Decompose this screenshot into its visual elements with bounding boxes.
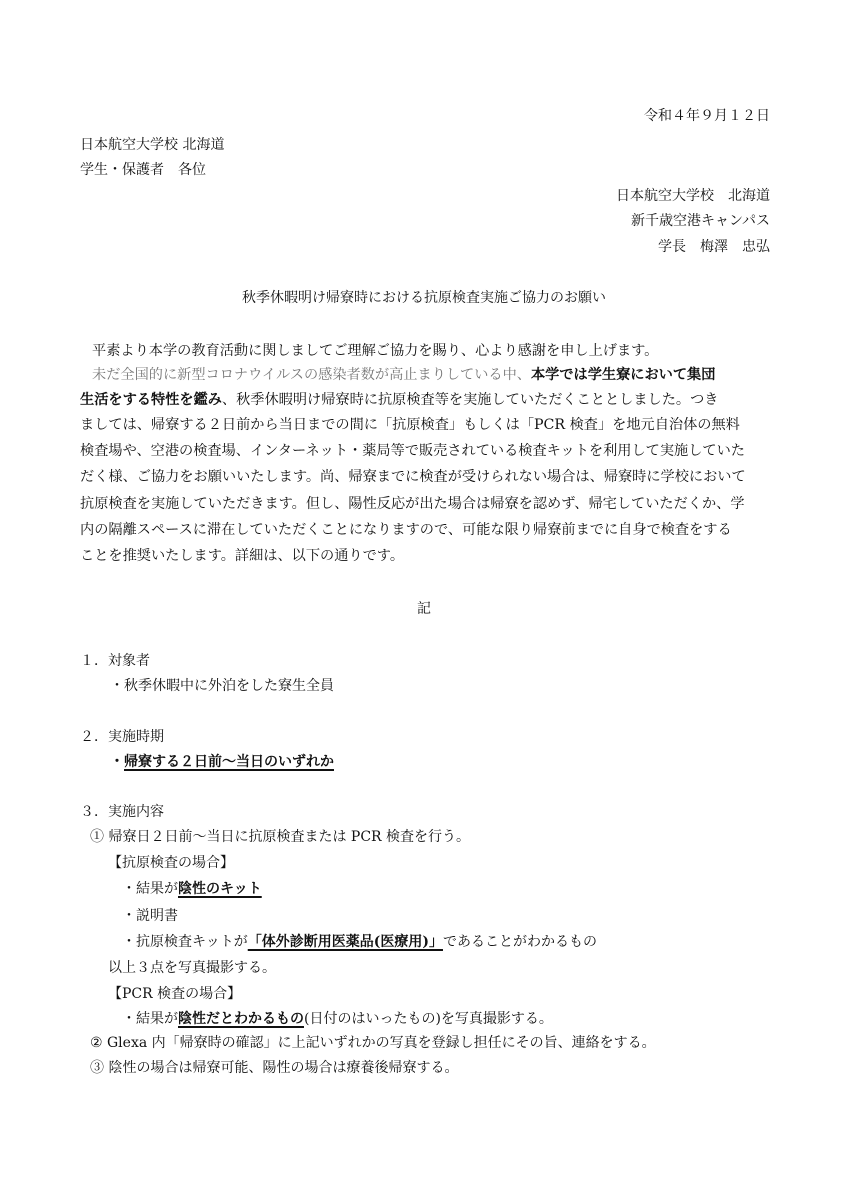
body-line-2 — [80, 389, 718, 409]
step-1: ① 帰寮日２日前～当日に抗原検査または PCR 検査を行う。 — [90, 829, 471, 845]
section-2-period: 帰寮する２日前～当日のいずれか — [124, 754, 334, 770]
section-3-heading: ３．実施内容 — [80, 804, 164, 820]
antigen-item-result-label: ・結果が — [122, 881, 178, 897]
pcr-heading: 【PCR 検査の場合】 — [108, 986, 242, 1002]
section-1-heading: １．対象者 — [80, 653, 150, 669]
pcr-item-result-negative: 陰性だとわかるもの — [178, 1011, 304, 1027]
body-line-2-rest: 、秋季休暇明け帰寮時に抗原検査等を実施していただくこととしました。つき — [221, 392, 719, 408]
recipient-school: 日本航空大学校 北海道 — [80, 137, 225, 153]
antigen-item-kit — [122, 931, 597, 951]
antigen-item-kit-label: ・抗原検査キットが — [122, 934, 248, 950]
pcr-item-result-suffix: (日付のはいったもの)を写真撮影する。 — [304, 1011, 553, 1027]
ki-heading: 記 — [417, 601, 431, 617]
section-2-bullet: ・ — [110, 754, 124, 770]
body-line-2-bold: 生活をする特性を鑑み — [80, 392, 222, 408]
antigen-item-kit-type: 「体外診断用医薬品(医療用)」 — [247, 934, 443, 950]
sender-campus: 新千歳空港キャンパス — [630, 213, 770, 229]
body-line-8: ことを推奨いたします。詳細は、以下の通りです。 — [80, 548, 405, 564]
pcr-item-result-label: ・結果が — [122, 1011, 178, 1027]
section-2-heading: ２．実施時期 — [80, 729, 164, 745]
body-line-5: だく様、ご協力をお願いいたします。尚、帰寮までに検査が受けられない場合は、帰寮時に学校において — [80, 469, 746, 485]
antigen-item-result — [122, 878, 262, 898]
step-3: ③ 陰性の場合は帰寮可能、陽性の場合は療養後帰寮する。 — [90, 1060, 459, 1076]
body-line-1 — [92, 364, 715, 384]
antigen-heading: 【抗原検査の場合】 — [108, 855, 234, 871]
pcr-item-result — [122, 1008, 553, 1028]
antigen-summary: 以上３点を写真撮影する。 — [108, 960, 276, 976]
body-line-3: ましては、帰寮する２日前から当日までの間に「抗原検査」もしくは「PCR 検査」を地元自治体の無料 — [80, 417, 740, 433]
document-date: 令和４年９月１２日 — [644, 108, 770, 124]
document-title: 秋季休暇明け帰寮時における抗原検査実施ご協力のお願い — [242, 290, 606, 306]
step-2: ② Glexa 内「帰寮時の確認」に上記いずれかの写真を登録し担任にその旨、連絡をする。 — [90, 1035, 656, 1051]
greeting-paragraph: 平素より本学の教育活動に関しましてご理解ご協力を賜り、心より感謝を申し上げます。 — [92, 343, 659, 359]
sender-president: 学長 梅澤 忠弘 — [658, 239, 770, 255]
body-line-7: 内の隔離スペースに滞在していただくことになりますので、可能な限り帰寮前までに自身で検査をする — [80, 522, 732, 538]
section-1-item: ・秋季休暇中に外泊をした寮生全員 — [110, 678, 334, 694]
antigen-item-kit-suffix: であることがわかるもの — [442, 934, 597, 950]
section-2-item — [110, 751, 334, 771]
antigen-item-result-negative: 陰性のキット — [178, 881, 262, 897]
antigen-item-manual: ・説明書 — [122, 908, 178, 924]
body-line-6: 抗原検査を実施していただきます。但し、陽性反応が出た場合は帰寮を認めず、帰宅していただくか、学 — [80, 496, 745, 512]
body-line-1-gray: 未だ全国的に新型コロナウイルスの感染者数が高止まりしている中、 — [92, 367, 531, 383]
sender-school: 日本航空大学校 北海道 — [616, 188, 770, 204]
body-line-1-bold: 本学では学生寮において集団 — [530, 367, 716, 383]
recipient-audience: 学生・保護者 各位 — [80, 162, 206, 178]
body-line-4: 検査場や、空港の検査場、インターネット・薬局等で販売されている検査キットを利用して実施していた — [80, 443, 745, 459]
